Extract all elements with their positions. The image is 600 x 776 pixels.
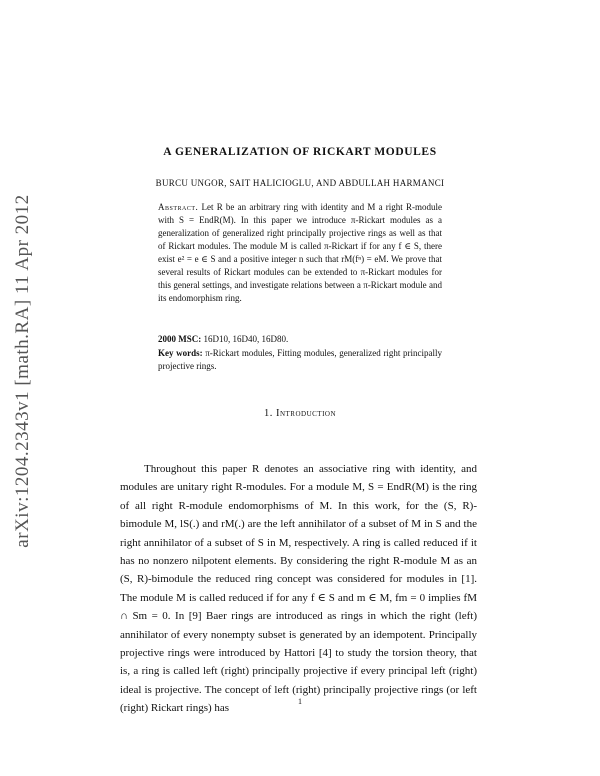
msc-text: 16D10, 16D40, 16D80. bbox=[203, 334, 289, 344]
paper-authors: BURCU UNGOR, SAIT HALICIOGLU, AND ABDULLAH HARMANCI bbox=[155, 178, 445, 188]
keywords-line bbox=[158, 347, 442, 373]
arxiv-stamp-text: arXiv:1204.2343v1 [math.RA] 11 Apr 2012 bbox=[12, 194, 33, 548]
msc-line bbox=[158, 333, 442, 346]
paper-title: A GENERALIZATION OF RICKART MODULES bbox=[163, 146, 437, 158]
page-number: 1 bbox=[298, 697, 302, 706]
abstract-heading: Abstract. bbox=[158, 202, 199, 212]
keywords-label: Key words: bbox=[158, 348, 203, 358]
abstract-text: Let R be an arbitrary ring with identity and M a right R-module with S = EndR(M). In this paper we introduce π-Rickart modules as a generalization of generalized right principally projective rings as well as that of Rickart modules. The module M is called π-Rickart if for any f ∈ S, there exist e² = e ∈ S and a positive integer n such that rM(fⁿ) = eM. We prove that several results of Rickart modules can be extended to π-Rickart modules for this general settings, and investigate relations between a π-Rickart module and its endomorphism ring. bbox=[158, 202, 442, 303]
arxiv-stamp bbox=[10, 180, 36, 562]
keywords-text: π-Rickart modules, Fitting modules, generalized right principally projective rings. bbox=[158, 348, 442, 371]
section-heading: 1. Introduction bbox=[263, 408, 337, 419]
intro-body bbox=[120, 460, 477, 718]
abstract bbox=[158, 201, 442, 305]
intro-paragraph: Throughout this paper R denotes an associative ring with identity, and modules are unitary right R-modules. For a module M, S = EndR(M) is the ring of all right R-module endomorphisms of M. In this work, for the (S, R)-bimodule M, lS(.) and rM(.) are the left annihilator of a subset of M in S and the right annihilator of a subset of S in M, respectively. A ring is called reduced if it has no nonzero nilpotent elements. By considering the right R-module M as an (S, R)-bimodule the reduced ring concept was considered for modules in [1]. The module M is called reduced if for any f ∈ S and m ∈ M, fm = 0 implies fM ∩ Sm = 0. In [9] Baer rings are introduced as rings in which the right (left) annihilator of every nonempty subset is generated by an idempotent. Principally projective rings were introduced by Hattori [4] to study the torsion theory, that is, a ring is called left (right) principally projective if every principal left (right) ideal is projective. The concept of left (right) principally projective rings (or left (right) Rickart rings) has bbox=[120, 463, 477, 715]
msc-label: 2000 MSC: bbox=[158, 334, 202, 344]
